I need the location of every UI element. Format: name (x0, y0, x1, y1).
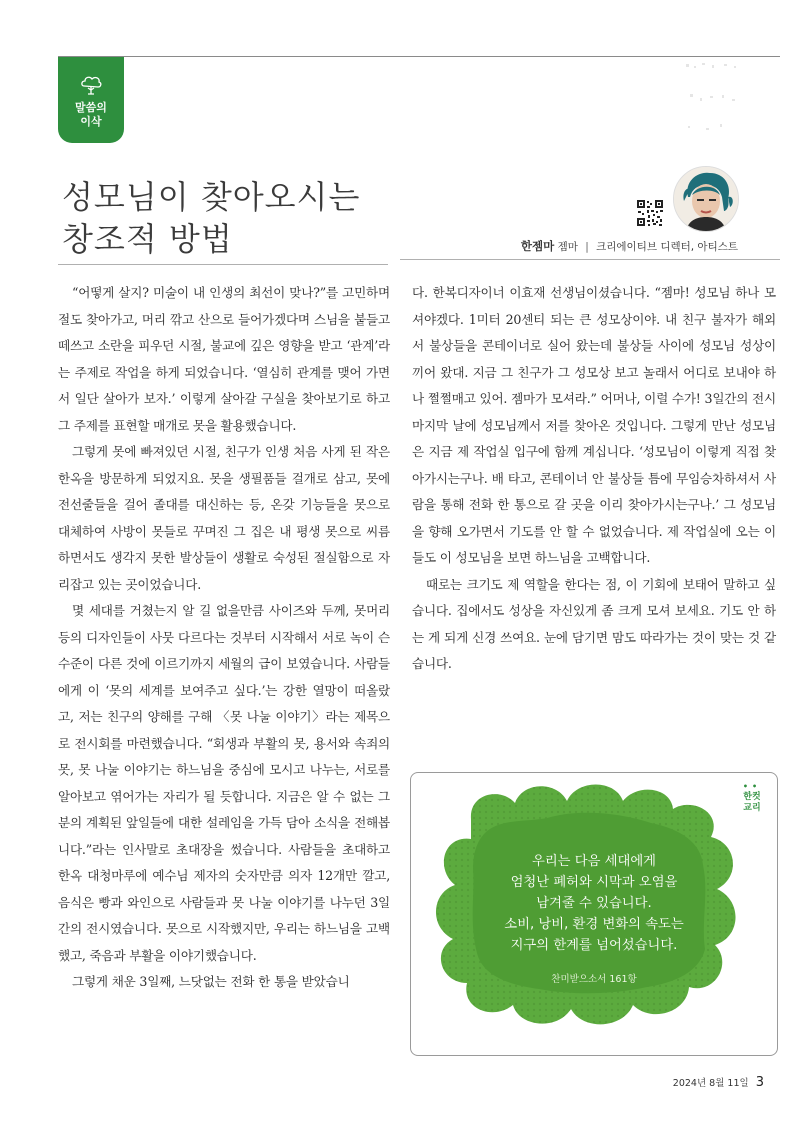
section-label-line2: 이삭 (80, 115, 102, 128)
catechism-quote-box (410, 772, 778, 1056)
byline-rule (400, 259, 780, 260)
article-title (62, 176, 502, 260)
author-role: 크리에이티브 디렉터, 아티스트 (596, 241, 738, 253)
badge-dots: •• (742, 782, 762, 791)
paragraph: 다. 한복디자이너 이효재 선생님이셨습니다. “젬마! 성모님 하나 모셔야겠다. 1미터 20센티 되는 큰 성모상이야. 내 친구 불자가 해외서 불상들을 콘테이너로 실어 왔는데 불상들 사이에 성모님 성상이 끼어 왔대. 지금 그 친구가 그 성모상 보고 놀래서 어디로 보내야 하나 쩔쩔매고 있어. 젬마가 모셔라.” 어머나, 이럴 수가! 3일간의 전시 마지막 날에 성모님께서 저를 찾아온 것입니다. 그렇게 만난 성모님은 지금 제 작업실 입구에 함께 계십니다. ‘성모님이 이렇게 직접 찾아가시는구나. 배 타고, 콘테이너 안 불상들 틈에 무임승차하셔서 사람을 통해 전화 한 통으로 갈 곳을 이리 찾아가시는구나.’ 그 성모님을 향해 오가면서 기도를 안 할 수 없었습니다. 제 작업실에 오는 이들도 이 성모님을 보면 하느님을 고백합니다. (412, 285, 776, 565)
issue-date: 2024년 8월 11일 (672, 1078, 749, 1089)
quote-line: 우리는 다음 세대에게 (531, 854, 657, 869)
section-label (58, 101, 124, 129)
badge-line1: 한컷 (743, 792, 761, 802)
quote-line: 엄청난 폐허와 시막과 오염을 (510, 875, 678, 890)
paragraph: 때로는 크기도 제 역할을 한다는 점, 이 기회에 보태어 말하고 싶습니다. 집에서도 성상을 자신있게 좀 크게 모셔 보세요. 기도 안 하는 게 되게 신경 쓰여요. 눈에 담기면 맘도 따라가는 것이 맞는 것 같습니다. (412, 576, 776, 671)
qr-code-icon[interactable] (636, 199, 664, 227)
tree-icon (80, 75, 102, 95)
article-column-left (58, 280, 390, 996)
page-footer (673, 1075, 764, 1090)
author-photo (673, 166, 739, 232)
byline-separator: | (585, 241, 589, 253)
paragraph: “어떻게 살지? 미술이 내 인생의 최선이 맞나?”를 고민하며 절도 찾아가고, 머리 깎고 산으로 들어가겠다며 스님을 붙들고 떼쓰고 소란을 피우던 시절, 불교에 깊은 영향을 받고 ‘관계’라는 주제로 작업을 하게 되었습니다. ‘열심히 관계를 맺어 가면서 일단 살아가 보자.’ 이렇게 살아갈 구실을 찾아보기로 하고 그 주제를 표현할 매개로 못을 활용했습니다. (58, 285, 390, 433)
section-label-line1: 말씀의 (75, 101, 107, 114)
title-line1: 성모님이 찾아오시는 (62, 178, 361, 216)
faded-stamp-image (680, 60, 750, 140)
author-name: 한젬마 (520, 239, 555, 253)
top-rule (58, 56, 780, 57)
quote-line: 남겨줄 수 있습니다. (536, 896, 652, 911)
hankeot-catechism-badge (739, 781, 765, 814)
article-column-right (412, 280, 776, 678)
badge-line2: 교리 (743, 803, 761, 813)
quote-source: 찬미받으소서 161항 (551, 974, 637, 985)
section-tab (58, 57, 124, 143)
author-baptismal-name: 젬마 (557, 241, 578, 253)
title-line2: 창조적 방법 (62, 220, 233, 258)
page-number: 3 (755, 1075, 764, 1090)
author-byline (521, 238, 738, 254)
paragraph: 몇 세대를 거쳤는지 알 길 없을만큼 사이즈와 두께, 못머리 등의 디자인들이 사뭇 다르다는 것부터 시작해서 서로 녹이 슨 수준이 다른 것에 이르기까지 세월의 급이 보였습니다. 사람들에게 이 ‘못의 세계를 보여주고 싶다.’는 강한 열망이 떠올랐고, 저는 친구의 양해를 구해 〈못 나눌 이야기〉라는 제목으로 전시회를 마련했습니다. “회생과 부활의 못, 용서와 속죄의 못, 못 나눌 이야기는 하느님을 중심에 모시고 나누는, 서로를 알아보고 엮어가는 자리가 될 듯합니다. 지금은 알 수 없는 그분의 계획된 앞일들에 대한 설레임을 가득 담아 소식을 전해봅니다.”라는 인사말로 초대장을 썼습니다. 사람들을 초대하고 한옥 대청마루에 예수님 제자의 숫자만큼 의자 12개만 깔고, 음식은 빵과 와인으로 사람들과 못 나눌 이야기를 나누던 3일간의 전시였습니다. 못으로 시작했지만, 우리는 하느님을 고백했고, 죽음과 부활을 이야기했습니다. (58, 603, 390, 963)
paragraph: 그렇게 못에 빠져있던 시절, 친구가 인생 처음 사게 된 작은 한옥을 방문하게 되었지요. 못을 생필품들 걸개로 삼고, 못에 전선줄들을 걸어 졸대를 대신하는 등, 온갖 기능들을 못으로 대체하여 사방이 못들로 꾸며진 그 집은 내 평생 못으로 씨름하면서도 생각지 못한 발상들이 생활로 숙성된 절실함으로 자리잡고 있는 곳이었습니다. (58, 444, 390, 592)
quote-line: 소비, 낭비, 환경 변화의 속도는 (504, 917, 684, 932)
quote-line: 지구의 한계를 넘어섰습니다. (510, 938, 678, 953)
column-rule (58, 264, 388, 265)
quote-text (471, 851, 717, 956)
paragraph: 그렇게 채운 3일째, 느닷없는 전화 한 통을 받았습니 (72, 974, 350, 989)
